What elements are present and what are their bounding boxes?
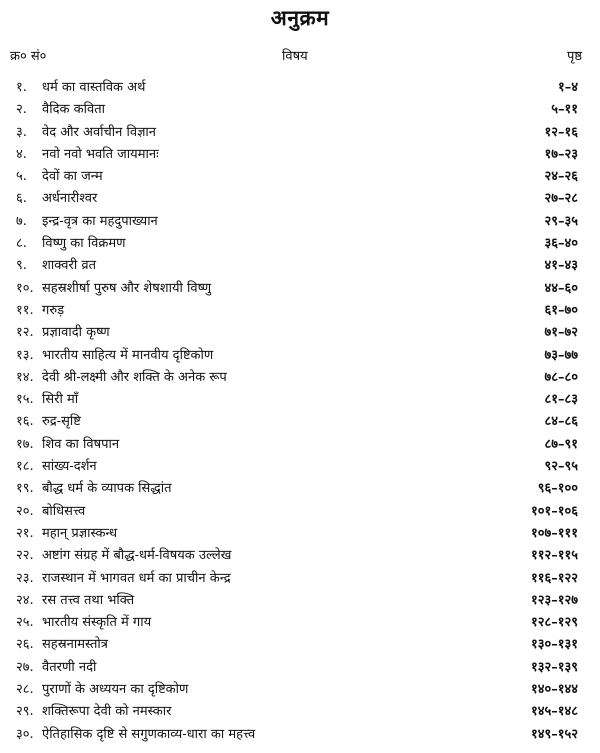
toc-pages: ४४–६०: [544, 280, 578, 296]
toc-number: २२.: [16, 548, 34, 564]
toc-row: [0, 634, 600, 656]
toc-number: ४.: [16, 146, 27, 162]
toc-row: [0, 478, 600, 500]
toc-number: १८.: [16, 459, 34, 475]
toc-pages: १४०–१४४: [530, 682, 578, 698]
toc-pages: १०७–१११: [530, 525, 578, 541]
page-header: पृष्ठ: [566, 49, 582, 64]
toc-number: १२.: [16, 325, 34, 341]
toc-row: [0, 501, 600, 523]
toc-row: [0, 300, 600, 322]
toc-subject: नवो नवो भवति जायमानः: [42, 146, 159, 162]
toc-subject: वैदिक कविता: [42, 102, 105, 118]
toc-number: २३.: [16, 570, 34, 586]
toc-row: [0, 367, 600, 389]
toc-row: [0, 389, 600, 411]
toc-row: [0, 456, 600, 478]
toc-pages: २७–२८: [544, 191, 578, 207]
toc-row: [0, 233, 600, 255]
toc-number: १५.: [16, 392, 34, 408]
toc-pages: १३०–१३१: [530, 637, 578, 653]
subject-header: विषय: [282, 49, 308, 64]
toc-pages: १४५–१४८: [530, 704, 578, 720]
toc-row: [0, 724, 600, 746]
toc-row: [0, 612, 600, 634]
toc-subject: रुद्र-सृष्टि: [42, 414, 81, 430]
toc-subject: इन्द्र-वृत्र का महदुपाख्यान: [42, 213, 158, 229]
toc-row: [0, 345, 600, 367]
toc-subject: शिव का विषपान: [42, 436, 120, 452]
toc-row: [0, 590, 600, 612]
toc-row: [0, 144, 600, 166]
toc-number: २८.: [16, 682, 34, 698]
toc-subject: प्रज्ञावादी कृष्ण: [42, 325, 110, 341]
toc-pages: ७८–८०: [544, 369, 578, 385]
toc-pages: १४९–१५२: [530, 726, 578, 742]
toc-number: २९.: [16, 704, 34, 720]
toc-row: [0, 122, 600, 144]
toc-subject: सांख्य-दर्शन: [42, 459, 97, 475]
page-title: अनुक्रम: [270, 5, 330, 30]
toc-subject: अष्टांग संग्रह में बौद्ध-धर्म-विषयक उल्लेख: [42, 548, 232, 564]
toc-subject: गरुड़: [42, 302, 65, 318]
toc-subject: भारतीय संस्कृति में गाय: [42, 615, 152, 631]
toc-row: [0, 657, 600, 679]
toc-number: ६.: [16, 191, 27, 207]
toc-number: २४.: [16, 592, 34, 608]
toc-subject: धर्म का वास्तविक अर्थ: [42, 80, 146, 95]
toc-number: १९.: [16, 481, 34, 497]
toc-pages: ९२–९५: [544, 459, 578, 475]
toc-number: ३०.: [16, 726, 34, 742]
toc-pages: १०१–१०६: [530, 503, 578, 519]
toc-pages: ८७–९१: [544, 436, 578, 452]
toc-pages: ११६–१२२: [530, 570, 578, 586]
toc-pages: ११२–११५: [530, 548, 578, 564]
toc-subject: शाक्वरी व्रत: [42, 258, 96, 274]
toc-pages: ३६–४०: [544, 236, 578, 252]
toc-row: [0, 77, 600, 99]
toc-pages: ७३–७७: [544, 347, 578, 363]
toc-number: ८.: [16, 236, 27, 252]
toc-number: २१.: [16, 525, 34, 541]
toc-pages: १२३–१२७: [530, 592, 578, 608]
toc-pages: २४–२६: [544, 169, 578, 185]
toc-subject: वैतरणी नदी: [42, 659, 97, 675]
toc-row: [0, 278, 600, 300]
toc-subject: ऐतिहासिक दृष्टि से सगुणकाव्य-धारा का महत्त्व: [42, 726, 256, 742]
toc-subject: सिरी माँ: [42, 392, 79, 408]
toc-number: २.: [16, 102, 27, 118]
toc-row: [0, 322, 600, 344]
toc-row: [0, 568, 600, 590]
toc-row: [0, 166, 600, 188]
toc-number: ११.: [16, 302, 34, 318]
toc-subject: बौद्ध धर्म के व्यापक सिद्धांत: [42, 481, 172, 497]
toc-pages: २९–३५: [544, 213, 578, 229]
serial-header: क्र० सं०: [10, 49, 47, 64]
toc-row: [0, 701, 600, 723]
toc-subject: बोधिसत्त्व: [42, 503, 86, 519]
toc-row: [0, 211, 600, 233]
toc-pages: १२८–१२९: [530, 615, 578, 631]
toc-pages: ६१–७०: [544, 302, 578, 318]
toc-subject: सहस्रनामस्तोत्र: [42, 637, 108, 653]
toc-pages: ७१–७२: [544, 325, 578, 341]
toc-subject: देवों का जन्म: [42, 169, 103, 185]
toc-number: ७.: [16, 213, 27, 229]
toc-subject: विष्णु का विक्रमण: [42, 236, 126, 252]
toc-row: [0, 434, 600, 456]
toc-row: [0, 188, 600, 210]
toc-row: [0, 679, 600, 701]
toc-subject: देवी श्री-लक्ष्मी और शक्ति के अनेक रूप: [42, 369, 227, 385]
toc-number: १.: [16, 80, 27, 95]
toc-list: [0, 77, 600, 746]
toc-pages: १३२–१३९: [530, 659, 578, 675]
toc-number: १३.: [16, 347, 34, 363]
toc-pages: ५–११: [551, 102, 578, 118]
toc-number: १०.: [16, 280, 34, 296]
toc-number: २०.: [16, 503, 34, 519]
toc-subject: भारतीय साहित्य में मानवीय दृष्टिकोण: [42, 347, 214, 363]
toc-pages: १–४: [557, 80, 578, 95]
toc-subject: राजस्थान में भागवत धर्म का प्राचीन केन्द्र: [42, 570, 231, 586]
toc-row: [0, 411, 600, 433]
toc-number: १७.: [16, 436, 34, 452]
toc-number: ३.: [16, 124, 27, 140]
toc-pages: १७–२३: [544, 146, 578, 162]
toc-number: २७.: [16, 659, 34, 675]
toc-row: [0, 545, 600, 567]
toc-number: ५.: [16, 169, 27, 185]
toc-pages: १२–१६: [544, 124, 578, 140]
toc-subject: शक्तिरूपा देवी को नमस्कार: [42, 704, 172, 720]
toc-number: २६.: [16, 637, 34, 653]
toc-pages: ४१–४३: [544, 258, 578, 274]
toc-row: [0, 523, 600, 545]
toc-number: २५.: [16, 615, 34, 631]
toc-subject: पुराणों के अध्ययन का दृष्टिकोण: [42, 682, 189, 698]
toc-subject: रस तत्त्व तथा भक्ति: [42, 592, 135, 608]
toc-number: ९.: [16, 258, 27, 274]
toc-row: [0, 99, 600, 121]
toc-pages: ८४–८६: [544, 414, 578, 430]
toc-row: [0, 255, 600, 277]
toc-subject: महान् प्रज्ञास्कन्ध: [42, 525, 118, 541]
toc-number: १६.: [16, 414, 34, 430]
toc-pages: ९६–१००: [537, 481, 578, 497]
toc-subject: वेद और अर्वाचीन विज्ञान: [42, 124, 157, 140]
toc-pages: ८१–८३: [544, 392, 578, 408]
toc-subject: अर्धनारीश्वर: [42, 191, 98, 207]
toc-subject: सहस्रशीर्षा पुरुष और शेषशायी विष्णु: [42, 280, 212, 296]
toc-number: १४.: [16, 369, 34, 385]
